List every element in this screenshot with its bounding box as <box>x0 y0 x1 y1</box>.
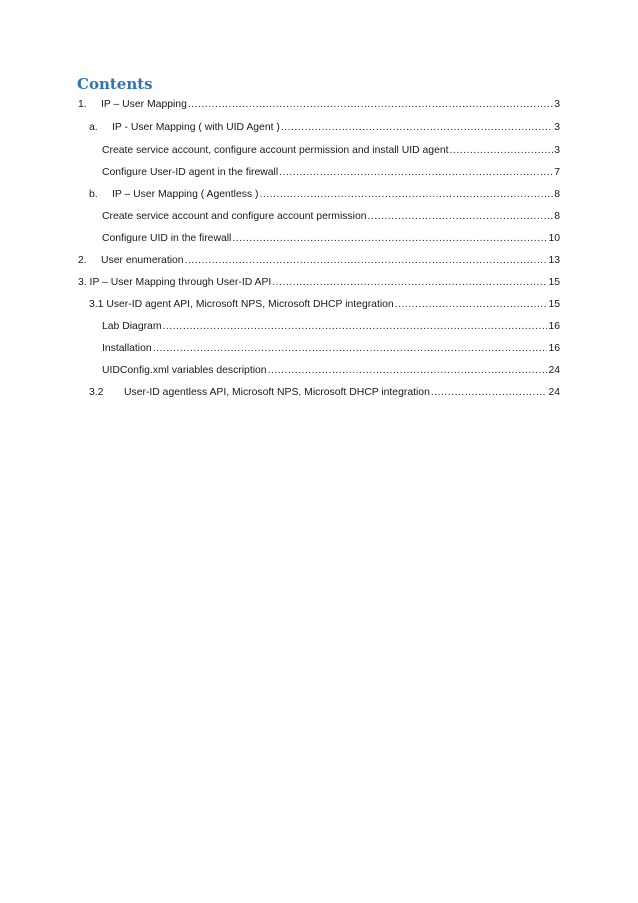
toc-entry-number: 2. <box>78 255 87 266</box>
toc-leader-dots <box>188 98 553 111</box>
toc-entry-title: IP – User Mapping ( Agentless ) <box>112 189 259 200</box>
toc-leader-dots <box>268 364 548 377</box>
toc-entry-title: UIDConfig.xml variables description <box>102 365 267 376</box>
toc-entry-title: Create service account, configure account permission and install UID agent <box>102 145 449 156</box>
toc-entry-1a[interactable] <box>89 120 560 134</box>
toc-entry-page: 8 <box>554 211 560 222</box>
toc-entry-title: User-ID agentless API, Microsoft NPS, Microsoft DHCP integration <box>124 387 430 398</box>
toc-entry-page: 3 <box>554 99 560 110</box>
toc-entry-3-1[interactable] <box>89 297 560 311</box>
toc-entry-1b-ii[interactable] <box>102 231 560 245</box>
toc-entry-page: 7 <box>554 167 560 178</box>
toc-entry-page: 24 <box>548 365 560 376</box>
toc-entry-page: 8 <box>554 189 560 200</box>
toc-entry-page: 16 <box>548 321 560 332</box>
toc-entry-title: Installation <box>102 343 152 354</box>
toc-entry-page: 13 <box>548 255 560 266</box>
toc-leader-dots <box>163 320 548 333</box>
toc-leader-dots <box>450 144 554 157</box>
toc-entry-page: 15 <box>548 277 560 288</box>
toc-leader-dots <box>395 298 548 311</box>
toc-entry-page: 15 <box>548 299 560 310</box>
toc-entry-number: b. <box>89 189 98 200</box>
toc-entry-3-2[interactable] <box>89 385 560 399</box>
toc-entry-page: 10 <box>548 233 560 244</box>
toc-leader-dots <box>260 188 554 201</box>
toc-entry-3-1-i[interactable] <box>102 319 560 333</box>
toc-entry-1b-i[interactable] <box>102 209 560 223</box>
toc-entry-1a-ii[interactable] <box>102 165 560 179</box>
toc-entry-number: a. <box>89 122 98 133</box>
toc-entry-number: 3.2 <box>89 387 104 398</box>
toc-entry-1a-i[interactable] <box>102 143 560 157</box>
toc-leader-dots <box>431 386 548 399</box>
toc-heading: Contents <box>77 75 153 93</box>
toc-entry-3-1-ii[interactable] <box>102 341 560 355</box>
toc-leader-dots <box>153 342 548 355</box>
toc-entry-title: IP – User Mapping <box>101 99 187 110</box>
toc-leader-dots <box>281 121 553 134</box>
toc-entry-title: Create service account and configure account permission <box>102 211 367 222</box>
toc-entry-page: 16 <box>548 343 560 354</box>
toc-entry-title: Configure UID in the firewall <box>102 233 232 244</box>
toc-leader-dots <box>232 232 547 245</box>
toc-entry-1[interactable] <box>78 97 560 111</box>
toc-leader-dots <box>279 166 553 179</box>
toc-entry-page: 24 <box>548 387 560 398</box>
toc-entry-2[interactable] <box>78 253 560 267</box>
toc-entry-number: 1. <box>78 99 87 110</box>
toc-entry-title: Lab Diagram <box>102 321 162 332</box>
toc-entry-title: IP - User Mapping ( with UID Agent ) <box>112 122 280 133</box>
toc-entry-title: User enumeration <box>101 255 184 266</box>
toc-entry-page: 3 <box>554 145 560 156</box>
toc-entry-3[interactable] <box>78 275 560 289</box>
toc-entry-page: 3 <box>554 122 560 133</box>
toc-entry-3-1-iii[interactable] <box>102 363 560 377</box>
toc-entry-title: 3.1 User-ID agent API, Microsoft NPS, Microsoft DHCP integration <box>89 299 394 310</box>
toc-leader-dots <box>368 210 554 223</box>
toc-leader-dots <box>272 276 547 289</box>
toc-entry-1b[interactable] <box>89 187 560 201</box>
toc-entry-title: Configure User-ID agent in the firewall <box>102 167 279 178</box>
toc-entry-title: 3. IP – User Mapping through User-ID API <box>78 277 272 288</box>
toc-leader-dots <box>185 254 548 267</box>
